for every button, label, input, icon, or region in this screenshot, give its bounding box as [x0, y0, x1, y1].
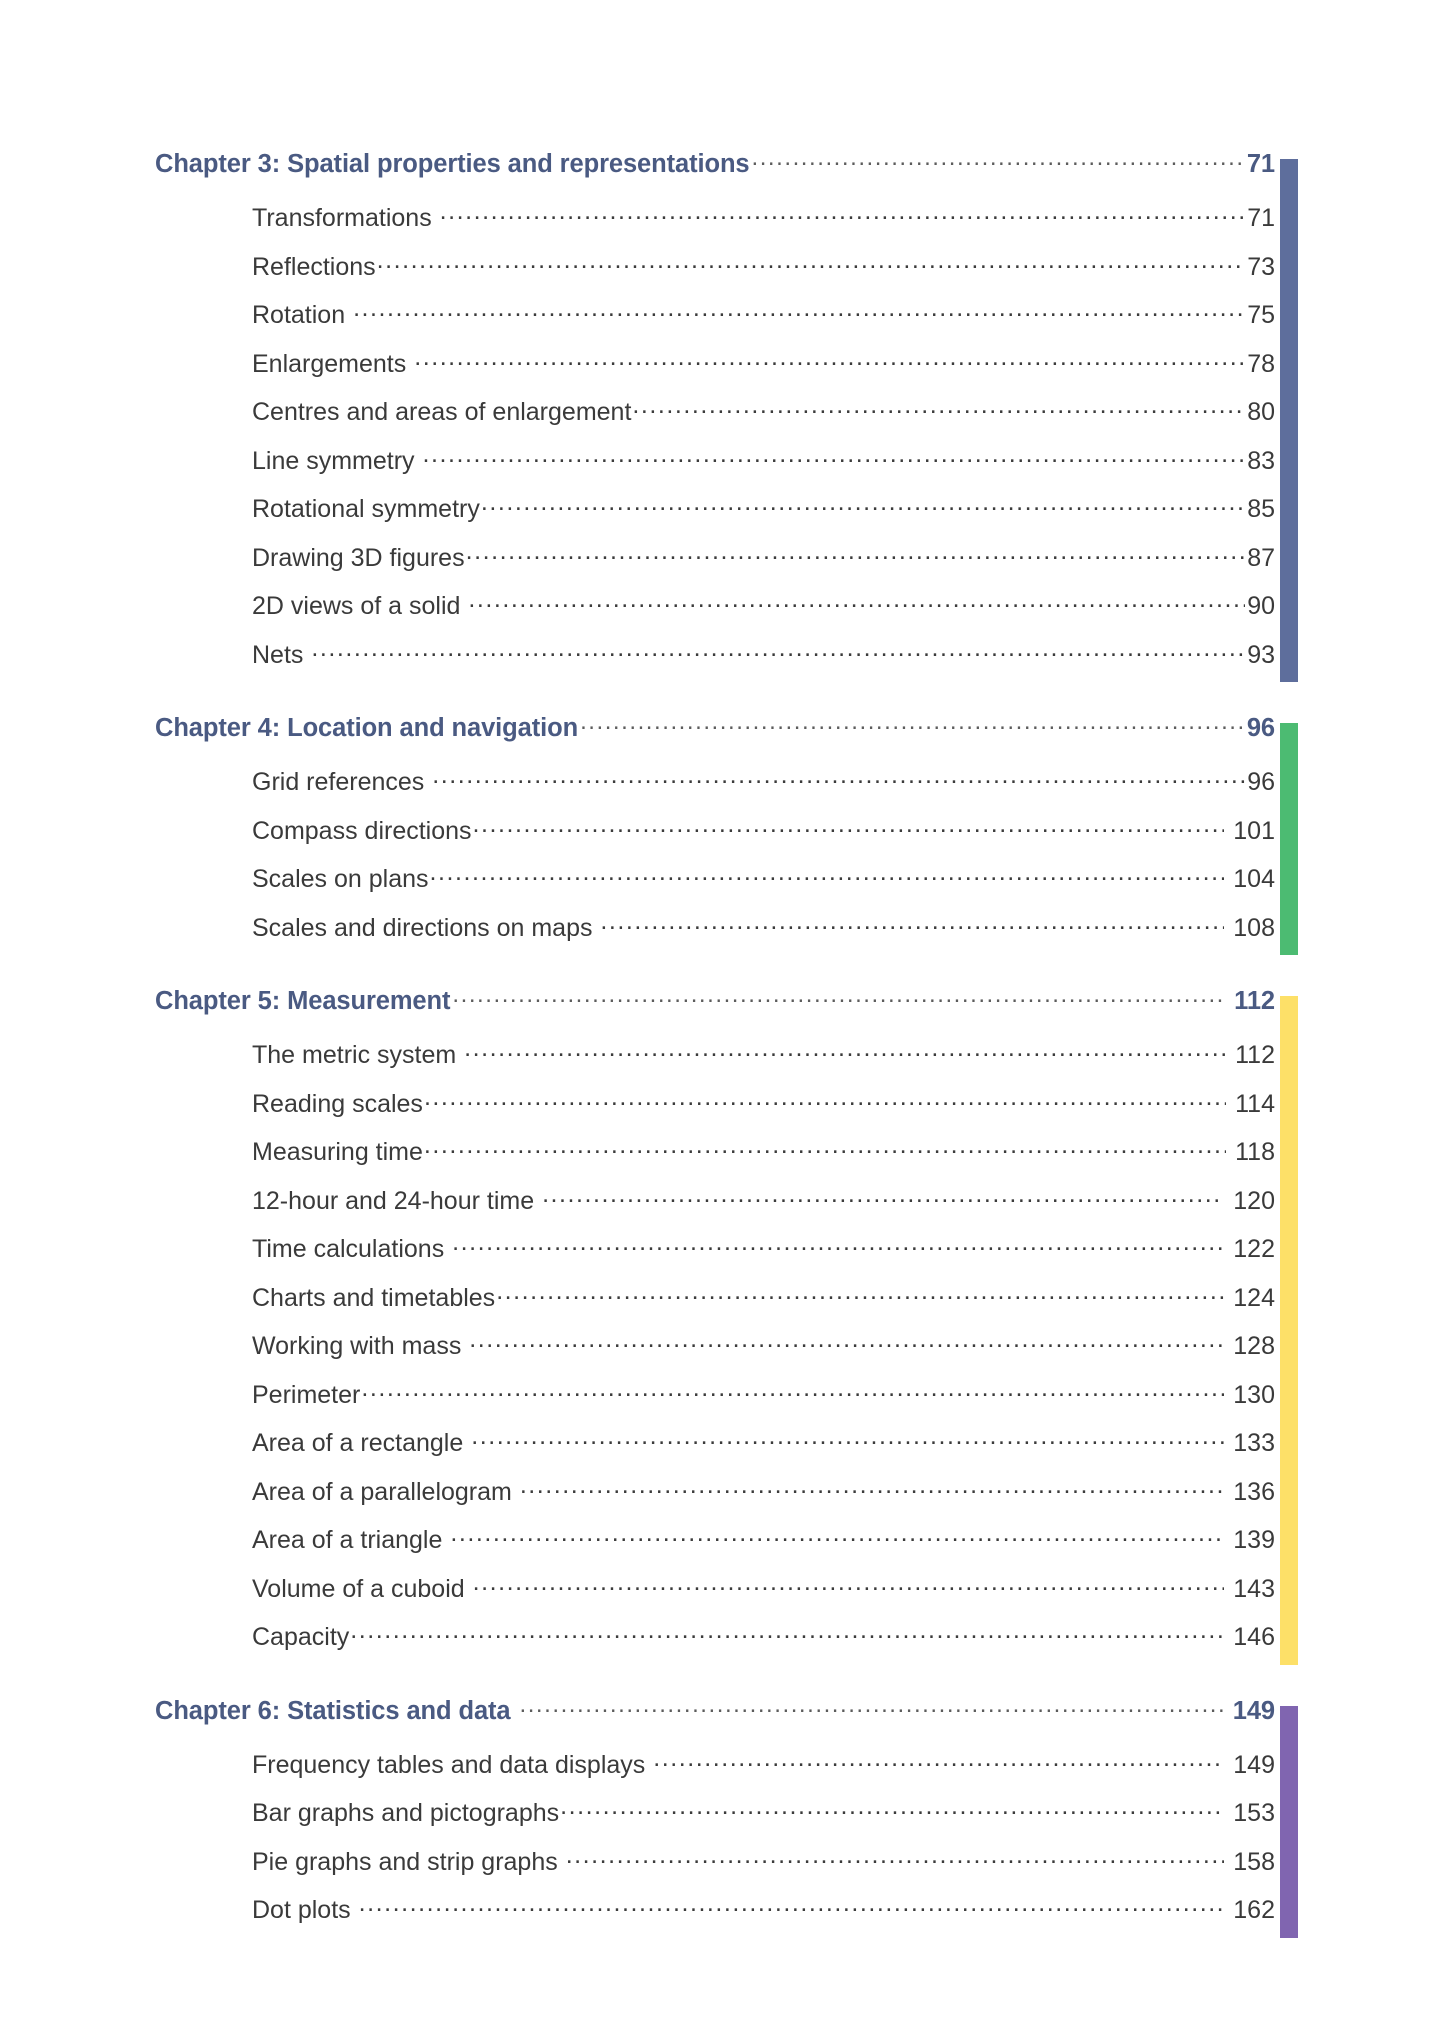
toc-entry-label: 2D views of a solid — [252, 592, 468, 620]
toc-entry-page-number: 101 — [1226, 816, 1275, 845]
dot-leader — [452, 1241, 1224, 1257]
chapter-page-number: 96 — [1246, 714, 1275, 742]
dot-leader — [653, 1757, 1224, 1773]
toc-entry-row[interactable] — [155, 1478, 1275, 1527]
toc-entry-label: Area of a parallelogram — [252, 1477, 519, 1506]
toc-entry-label: Volume of a cuboid — [252, 1574, 472, 1603]
dot-leader — [473, 1581, 1225, 1597]
toc-entry-row[interactable] — [155, 592, 1275, 641]
toc-entry-row[interactable] — [155, 1090, 1275, 1139]
toc-entry-page-number: 90 — [1247, 592, 1275, 620]
dot-leader — [424, 1096, 1226, 1112]
dot-leader — [469, 1338, 1224, 1354]
toc-entry-row[interactable] — [155, 1332, 1275, 1381]
chapter-entries — [155, 714, 1298, 962]
dot-leader — [414, 356, 1245, 372]
toc-entry-label: Nets — [252, 640, 311, 669]
toc-entry-row[interactable] — [155, 1526, 1275, 1575]
dot-leader — [473, 823, 1225, 839]
toc-entry-row[interactable] — [155, 768, 1275, 817]
toc-entry-label: Capacity — [252, 1623, 350, 1651]
toc-entry-row[interactable] — [155, 1623, 1275, 1672]
chapter-title: Chapter 6: Statistics and data — [155, 1696, 518, 1725]
dot-leader — [353, 307, 1245, 323]
chapter-block-3 — [155, 150, 1298, 689]
toc-entry-page-number: 104 — [1226, 865, 1275, 893]
dot-leader — [311, 647, 1245, 663]
toc-entry-page-number: 124 — [1226, 1283, 1275, 1312]
dot-leader — [468, 598, 1245, 614]
chapter-heading-row[interactable] — [155, 987, 1275, 1041]
toc-entry-row[interactable] — [155, 1381, 1275, 1430]
toc-entry-label: Working with mass — [252, 1332, 469, 1360]
dot-leader — [450, 1532, 1224, 1548]
toc-entry-page-number: 85 — [1247, 495, 1275, 523]
toc-entry-row[interactable] — [155, 817, 1275, 866]
toc-entry-page-number: 136 — [1226, 1477, 1275, 1506]
toc-entry-row[interactable] — [155, 301, 1275, 350]
toc-entry-page-number: 146 — [1226, 1623, 1275, 1651]
dot-leader — [496, 1290, 1224, 1306]
toc-entry-page-number: 149 — [1226, 1750, 1275, 1779]
toc-entry-label: Pie graphs and strip graphs — [252, 1847, 565, 1876]
dot-leader — [440, 210, 1246, 226]
toc-entry-label: Rotational symmetry — [252, 495, 480, 523]
dot-leader — [632, 404, 1245, 420]
toc-entry-row[interactable] — [155, 1751, 1275, 1800]
toc-entry-label: Dot plots — [252, 1896, 358, 1924]
dot-leader — [481, 501, 1245, 517]
toc-entry-page-number: 122 — [1226, 1235, 1275, 1263]
toc-entry-label: Measuring time — [252, 1138, 423, 1166]
dot-leader — [542, 1193, 1224, 1209]
toc-entry-label: Charts and timetables — [252, 1283, 496, 1312]
toc-entry-row[interactable] — [155, 253, 1275, 302]
dot-leader — [452, 993, 1225, 1009]
dot-leader — [566, 1854, 1225, 1870]
chapter-page-number: 112 — [1227, 987, 1275, 1015]
dot-leader — [520, 1484, 1225, 1500]
toc-entry-page-number: 114 — [1228, 1089, 1275, 1118]
dot-leader — [600, 920, 1224, 936]
dot-leader — [580, 720, 1245, 736]
chapter-block-4 — [155, 714, 1298, 962]
toc-entry-page-number: 87 — [1247, 543, 1275, 572]
dot-leader — [471, 1435, 1224, 1451]
chapter-title: Chapter 4: Location and navigation — [155, 714, 579, 742]
table-of-contents — [155, 150, 1298, 1945]
toc-entry-label: Grid references — [252, 768, 432, 796]
chapter-page-number: 71 — [1246, 150, 1275, 178]
toc-entry-page-number: 118 — [1228, 1138, 1275, 1166]
toc-entry-row[interactable] — [155, 495, 1275, 544]
toc-entry-page-number: 130 — [1226, 1380, 1275, 1409]
chapter-entries — [155, 987, 1298, 1672]
toc-entry-page-number: 133 — [1226, 1429, 1275, 1457]
chapter-color-bar — [1280, 159, 1298, 682]
toc-entry-label: Compass directions — [252, 816, 472, 845]
chapter-page-number: 149 — [1225, 1696, 1275, 1725]
toc-entry-row[interactable] — [155, 398, 1275, 447]
toc-entry-page-number: 108 — [1226, 913, 1275, 942]
toc-entry-label: Transformations — [252, 204, 439, 232]
toc-entry-page-number: 120 — [1226, 1186, 1275, 1215]
toc-entry-page-number: 139 — [1226, 1526, 1275, 1554]
toc-entry-page-number: 143 — [1226, 1574, 1275, 1603]
dot-leader — [466, 550, 1246, 566]
toc-entry-row[interactable] — [155, 350, 1275, 399]
toc-entry-page-number: 73 — [1247, 252, 1275, 281]
toc-entry-row[interactable] — [155, 544, 1275, 593]
dot-leader — [520, 1703, 1224, 1719]
toc-entry-row[interactable] — [155, 1799, 1275, 1848]
chapter-color-bar — [1280, 1706, 1298, 1938]
toc-entry-label: Enlargements — [252, 349, 414, 378]
chapter-color-bar — [1280, 723, 1298, 955]
chapter-entries — [155, 150, 1298, 689]
toc-entry-label: Reading scales — [252, 1089, 423, 1118]
toc-entry-row[interactable] — [155, 641, 1275, 690]
toc-entry-page-number: 112 — [1228, 1041, 1275, 1069]
toc-entry-row[interactable] — [155, 1235, 1275, 1284]
dot-leader — [359, 1902, 1225, 1918]
chapter-heading-row[interactable] — [155, 1697, 1275, 1751]
chapter-heading-row[interactable] — [155, 150, 1275, 204]
dot-leader — [464, 1047, 1226, 1063]
toc-entry-row[interactable] — [155, 1575, 1275, 1624]
toc-entry-row[interactable] — [155, 1187, 1275, 1236]
chapter-title: Chapter 3: Spatial properties and representations — [155, 150, 750, 178]
toc-entry-page-number: 83 — [1247, 446, 1275, 475]
toc-entry-row[interactable] — [155, 1138, 1275, 1187]
toc-entry-label: Area of a triangle — [252, 1526, 450, 1554]
toc-entry-page-number: 162 — [1226, 1896, 1275, 1924]
chapter-heading-row[interactable] — [155, 714, 1275, 768]
toc-entry-row[interactable] — [155, 447, 1275, 496]
dot-leader — [752, 156, 1245, 172]
toc-entry-label: 12-hour and 24-hour time — [252, 1186, 542, 1215]
toc-entry-label: Line symmetry — [252, 446, 422, 475]
toc-entry-page-number: 153 — [1226, 1799, 1275, 1827]
chapter-block-5 — [155, 987, 1298, 1672]
toc-entry-label: Centres and areas of enlargement — [252, 398, 632, 426]
toc-entry-page-number: 128 — [1226, 1332, 1275, 1360]
toc-entry-page-number: 71 — [1247, 204, 1275, 232]
toc-entry-label: Scales on plans — [252, 865, 429, 893]
toc-entry-row[interactable] — [155, 865, 1275, 914]
toc-entry-row[interactable] — [155, 1896, 1275, 1945]
toc-entry-page-number: 80 — [1247, 398, 1275, 426]
toc-entry-label: Frequency tables and data displays — [252, 1750, 653, 1779]
dot-leader — [430, 871, 1225, 887]
dot-leader — [560, 1805, 1224, 1821]
toc-entry-row[interactable] — [155, 1848, 1275, 1897]
toc-entry-page-number: 158 — [1226, 1847, 1275, 1876]
toc-entry-label: Bar graphs and pictographs — [252, 1799, 560, 1827]
toc-entry-label: The metric system — [252, 1041, 464, 1069]
dot-leader — [377, 259, 1246, 275]
dot-leader — [432, 774, 1245, 790]
toc-entry-page-number: 93 — [1247, 640, 1275, 669]
dot-leader — [422, 453, 1245, 469]
chapter-title: Chapter 5: Measurement — [155, 987, 451, 1015]
toc-entry-row[interactable] — [155, 204, 1275, 253]
toc-entry-row[interactable] — [155, 1429, 1275, 1478]
toc-entry-row[interactable] — [155, 914, 1275, 963]
dot-leader — [350, 1629, 1224, 1645]
toc-entry-label: Time calculations — [252, 1235, 452, 1263]
toc-entry-row[interactable] — [155, 1041, 1275, 1090]
toc-entry-label: Scales and directions on maps — [252, 913, 600, 942]
chapter-color-bar — [1280, 996, 1298, 1665]
toc-entry-label: Drawing 3D figures — [252, 543, 465, 572]
toc-entry-label: Reflections — [252, 252, 376, 281]
toc-entry-page-number: 75 — [1247, 301, 1275, 329]
toc-entry-page-number: 78 — [1247, 349, 1275, 378]
toc-entry-row[interactable] — [155, 1284, 1275, 1333]
toc-entry-label: Perimeter — [252, 1380, 361, 1409]
dot-leader — [424, 1144, 1226, 1160]
dot-leader — [361, 1387, 1224, 1403]
chapter-entries — [155, 1697, 1298, 1945]
toc-entry-label: Rotation — [252, 301, 353, 329]
chapter-block-6 — [155, 1697, 1298, 1945]
toc-entry-page-number: 96 — [1247, 768, 1275, 796]
toc-entry-label: Area of a rectangle — [252, 1429, 471, 1457]
